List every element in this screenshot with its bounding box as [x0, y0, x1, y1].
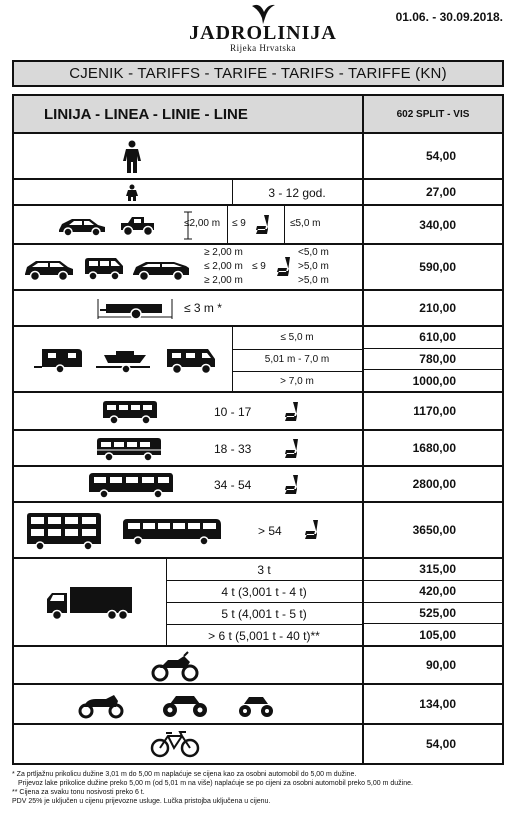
motorcycle-icon	[150, 650, 200, 682]
price-truck-3: 525,00	[364, 602, 502, 624]
table-row-bicycle	[14, 725, 502, 763]
line-header: LINIJA - LINEA - LINIE - LINE	[14, 96, 364, 132]
car-large-height-1: ≥ 2,00 m	[204, 247, 243, 258]
table-row-quad	[14, 685, 502, 725]
truck-weight-3: 5 t (4,001 t - 5 t)	[221, 607, 307, 621]
car-large-length-3: >5,0 m	[298, 275, 329, 286]
price-quad: 134,00	[419, 697, 456, 711]
price-trailer: 210,00	[419, 301, 456, 315]
seat-icon	[284, 474, 300, 496]
price-bus-small: 1170,00	[413, 404, 456, 418]
seat-icon	[284, 438, 300, 460]
car-large-height-3: ≥ 2,00 m	[204, 275, 243, 286]
child-person-icon	[125, 184, 139, 202]
seat-icon	[255, 214, 271, 236]
price-bus-xl: 3650,00	[412, 523, 456, 537]
tariff-title: CJENIK - TARIFFS - TARIFE - TARIFS - TARIFFE (KN)	[12, 60, 504, 87]
table-row-adult	[14, 134, 502, 180]
caravan-icon	[32, 347, 84, 375]
car-large-height-2: ≤ 2,00 m	[204, 261, 243, 272]
bus-xl-seats: > 54	[258, 524, 282, 538]
price-table	[12, 94, 504, 765]
seat-icon	[284, 401, 300, 423]
table-row-trailer	[14, 291, 502, 327]
footnotes	[12, 770, 507, 806]
table-row-car-large	[14, 245, 502, 291]
price-caravan-3: 1000,00	[364, 369, 502, 391]
brand-name: JADROLINIJA	[189, 22, 337, 44]
child-age-label: 3 - 12 god.	[268, 186, 326, 200]
footnote-3: ** Cijena za svaku tonu nosivosti preko 6 t.	[12, 789, 145, 796]
price-bus-large: 2800,00	[412, 477, 456, 491]
price-adult: 54,00	[425, 149, 456, 163]
caravan-length-1: ≤ 5,0 m	[280, 332, 314, 343]
seat-icon	[276, 256, 292, 278]
car-small-height: ≤2,00 m	[184, 218, 221, 229]
price-truck-2: 420,00	[364, 580, 502, 602]
price-child: 27,00	[425, 185, 456, 199]
price-truck-4: 105,00	[364, 623, 502, 645]
table-row-bus-xl	[14, 503, 502, 559]
scooter-icon	[76, 691, 126, 719]
suv-icon	[22, 257, 76, 281]
price-bus-medium: 1680,00	[412, 441, 456, 455]
jeep-icon	[118, 213, 158, 237]
trailer-length: ≤ 3 m *	[184, 301, 222, 315]
route-header: 602 SPLIT - VIS	[364, 96, 502, 132]
table-row-bus-large	[14, 467, 502, 503]
caravan-length-3: > 7,0 m	[280, 376, 314, 387]
coach-bus-icon	[86, 471, 176, 499]
bus-icon	[94, 436, 164, 462]
table-header-row	[14, 96, 502, 134]
price-bicycle: 54,00	[425, 737, 456, 751]
jadrolinija-logo	[178, 2, 348, 54]
table-row-motorcycle	[14, 647, 502, 685]
price-motorcycle: 90,00	[425, 658, 456, 672]
boat-trailer-icon	[94, 349, 154, 375]
camper-icon	[164, 345, 218, 375]
car-small-seats: ≤ 9	[232, 218, 246, 229]
truck-weight-1: 3 t	[257, 563, 271, 577]
table-row-child	[14, 180, 502, 206]
table-row-bus-medium	[14, 431, 502, 467]
truck-weight-2: 4 t (3,001 t - 4 t)	[221, 585, 307, 599]
table-row-car-small	[14, 206, 502, 245]
car-icon	[56, 215, 108, 237]
caravan-length-2: 5,01 m - 7,0 m	[264, 354, 330, 365]
bus-large-seats: 34 - 54	[214, 478, 252, 492]
seat-icon	[304, 519, 320, 541]
adult-person-icon	[121, 140, 143, 174]
truck-weight-4: > 6 t (5,001 t - 40 t)**	[208, 629, 320, 643]
price-car-large: 590,00	[419, 260, 456, 274]
page-header	[0, 0, 515, 58]
bus-small-seats: 10 - 17	[214, 405, 252, 419]
minibus-icon	[100, 399, 160, 425]
footnote-1: * Za prtljažnu prikolicu dužine 3,01 m do 5,00 m naplaćuje se cijena kao za osobni automobil do 5,00 m dužine.	[12, 771, 357, 778]
car-large-seats: ≤ 9	[252, 261, 266, 272]
double-decker-bus-icon	[24, 511, 104, 551]
price-caravan-2: 780,00	[364, 348, 502, 370]
table-row-bus-small	[14, 393, 502, 431]
car-large-length-2: >5,0 m	[298, 261, 329, 272]
long-bus-icon	[120, 517, 224, 547]
van-icon	[82, 255, 126, 281]
footnote-4: PDV 25% je uključen u cijenu prijevozne usluge. Lučka pristojba uključena u cijenu.	[12, 798, 271, 805]
validity-period: 01.06. - 30.09.2018.	[395, 10, 503, 24]
price-caravan-1: 610,00	[419, 330, 456, 345]
station-wagon-icon	[130, 257, 192, 281]
atv-icon	[236, 692, 276, 720]
price-car-small: 340,00	[419, 217, 456, 232]
car-small-length: ≤5,0 m	[290, 218, 321, 229]
car-large-length-1: <5,0 m	[298, 247, 329, 258]
table-row-caravan	[14, 327, 502, 393]
bus-medium-seats: 18 - 33	[214, 442, 252, 456]
quad-bike-icon	[160, 690, 210, 720]
price-truck-1: 315,00	[419, 562, 456, 577]
truck-icon	[44, 583, 134, 623]
footnote-2: Prijevoz lake prikolice dužine preko 5,00 m (od 5,01 m na više) naplaćuje se po cijeni za osobni automobil preko 5,00 m dužine.	[18, 780, 413, 787]
bicycle-icon	[150, 730, 200, 758]
table-row-truck	[14, 559, 502, 647]
brand-location: Rijeka Hrvatska	[230, 43, 296, 53]
trailer-icon	[96, 296, 174, 322]
